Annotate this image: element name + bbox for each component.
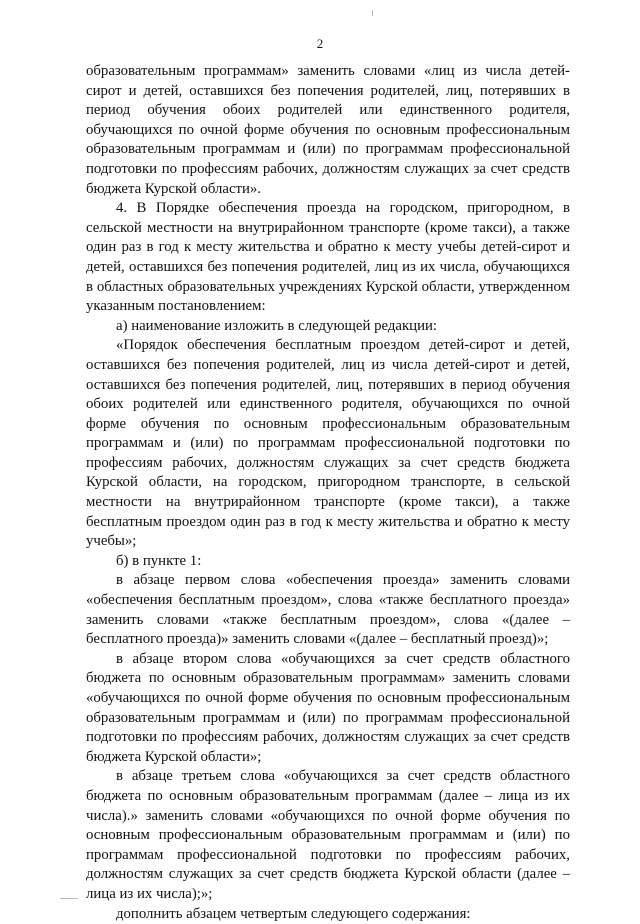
scan-artifact-bottom — [60, 898, 78, 899]
paragraph-2: 4. В Порядке обеспечения проезда на городском, пригородном, в сельской местности на внутрирайонном транспорте (кроме такси), а также один раз в год к месту жительства и обратно к месту учебы детей-сирот и детей, оставшихся без попечения родителей, лиц из их числа, обучающихся в областных образовательных учреждениях Курской области, утвержденном указанным постановлением: — [86, 200, 570, 315]
paragraph-1: образовательным программам» заменить словами «лиц из числа детей-сирот и детей, оставшихся без попечения родителей, лиц, потерявших в период обучения обоих родителей или единственного родителя, обучающихся по очной форме обучения по основным профессиональным образовательным программам и (или) по программам профессиональной подготовки по профессиям рабочих, должностям служащих за счет средств бюджета Курской области». — [86, 63, 570, 197]
paragraph-3: а) наименование изложить в следующей редакции: — [116, 317, 438, 334]
document-body — [86, 62, 570, 924]
page-number: 2 — [316, 36, 324, 51]
paragraph-6: в абзаце первом слова «обеспечения проезда» заменить словами «обеспечения бесплатным проездом», слова «также бесплатного проезда» заменить словами «также бесплатным проездом», слова «(далее – бесплатного проезда)» заменить словами «(далее – бесплатный проезд)»; — [86, 572, 570, 648]
scan-artifact-top — [372, 10, 373, 16]
paragraph-7: в абзаце втором слова «обучающихся за счет средств областного бюджета по основным образовательным программам» заменить словами «обучающихся по очной форме обучения по основным профессиональным образовательным программам и (или) по программам профессиональной подготовки по профессиям рабочих, должностям служащих за счет средств бюджета Курской области»; — [86, 650, 570, 765]
paragraph-9: дополнить абзацем четвертым следующего содержания: — [116, 905, 471, 922]
paragraph-5: б) в пункте 1: — [116, 552, 202, 569]
paragraph-4: «Порядок обеспечения бесплатным проездом детей-сирот и детей, оставшихся без попечения родителей, лиц из числа детей-сирот и детей, оставшихся без попечения родителей, лиц, потерявших в период обучения обоих родителей или единственного родителя, обучающихся по очной форме обучения по основным профессиональным образовательным программам и (или) по программам профессиональной подготовки по профессиям рабочих, должностям служащих за счет средств бюджета Курской области, на городском, пригородном транспорте, в сельской местности на внутрирайонном транспорте (кроме такси), а также бесплатным проездом один раз в год к месту жительства и обратно к месту учебы»; — [86, 337, 570, 550]
paragraph-8: в абзаце третьем слова «обучающихся за счет средств областного бюджета по основным образовательным программам (далее – лица из их числа).» заменить словами «обучающихся по очной форме обучения по основным профессиональным образовательным программам и (или) по программам профессиональной подготовки по профессиям рабочих, должностям служащих за счет средств бюджета Курской области (далее – лица из их числа);»; — [86, 768, 570, 902]
